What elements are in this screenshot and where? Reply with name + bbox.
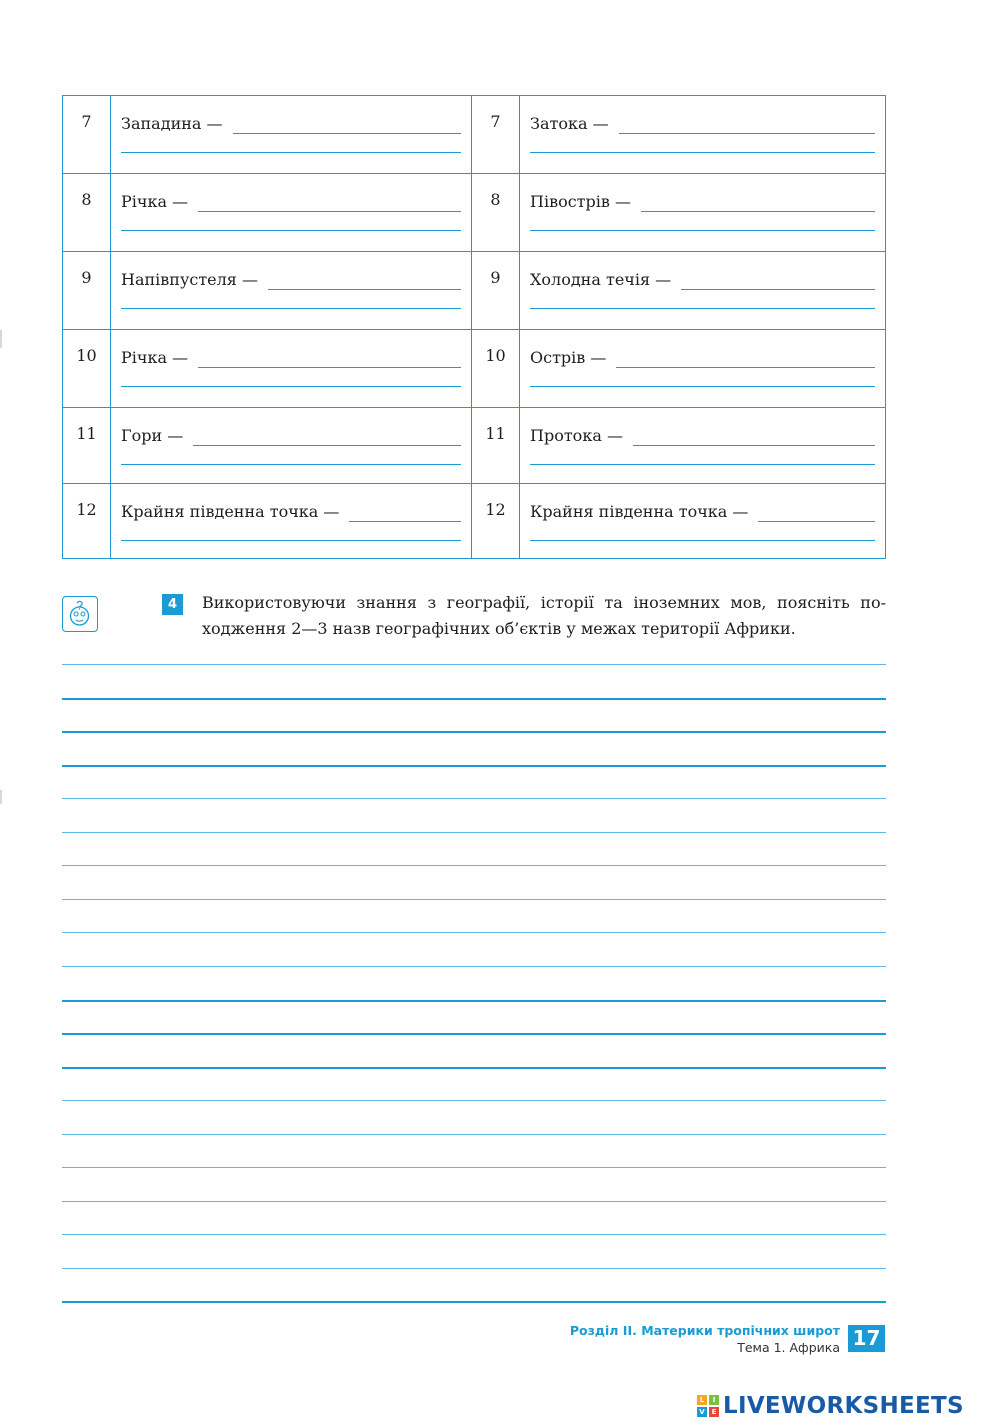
writing-line[interactable]	[62, 731, 886, 733]
logo-text: LIVEWORKSHEETS	[723, 1393, 964, 1419]
writing-line[interactable]	[62, 1000, 886, 1002]
table-row	[63, 330, 885, 408]
row-number: 12	[472, 484, 520, 558]
page-edge-mark	[0, 330, 2, 348]
writing-line[interactable]	[62, 1268, 886, 1269]
writing-line[interactable]	[62, 1134, 886, 1135]
writing-line[interactable]	[62, 966, 886, 967]
page-edge-mark	[0, 790, 2, 804]
answer-line[interactable]	[530, 308, 875, 309]
row-number: 9	[63, 252, 111, 329]
writing-line[interactable]	[62, 1067, 886, 1069]
answer-line[interactable]	[233, 119, 461, 134]
answer-line[interactable]	[121, 152, 461, 153]
answer-line[interactable]	[758, 507, 875, 522]
answer-line[interactable]	[530, 386, 875, 387]
row-number: 10	[472, 330, 520, 407]
answer-line[interactable]	[641, 197, 875, 212]
answer-line[interactable]	[121, 230, 461, 231]
writing-line[interactable]	[62, 698, 886, 700]
object-label: Затока —	[530, 114, 609, 133]
answer-line[interactable]	[121, 386, 461, 387]
writing-line[interactable]	[62, 1100, 886, 1101]
object-label: Річка —	[121, 192, 189, 211]
answer-line[interactable]	[121, 464, 461, 465]
answer-line[interactable]	[530, 540, 875, 541]
row-number: 7	[63, 96, 111, 173]
writing-line[interactable]	[62, 1301, 886, 1303]
answer-line[interactable]	[121, 308, 461, 309]
answer-line[interactable]	[616, 353, 875, 368]
table-row	[63, 484, 885, 558]
row-number: 9	[472, 252, 520, 329]
table-row	[63, 96, 885, 174]
table-row	[63, 408, 885, 484]
page-number: 17	[848, 1325, 885, 1352]
writing-line[interactable]	[62, 1033, 886, 1035]
logo-letter: V	[697, 1407, 707, 1417]
answer-line[interactable]	[530, 464, 875, 465]
answer-line[interactable]	[268, 275, 461, 290]
object-label: Напівпустеля —	[121, 270, 258, 289]
writing-line[interactable]	[62, 1167, 886, 1168]
logo-letter: L	[697, 1395, 707, 1405]
answer-line[interactable]	[198, 197, 461, 212]
answer-line[interactable]	[193, 431, 461, 446]
object-label: Острів —	[530, 348, 607, 367]
answer-line[interactable]	[530, 152, 875, 153]
writing-line[interactable]	[62, 1234, 886, 1235]
answer-line[interactable]	[681, 275, 875, 290]
answer-line[interactable]	[619, 119, 875, 134]
thinking-face-icon	[62, 596, 98, 632]
writing-line[interactable]	[62, 798, 886, 799]
writing-line[interactable]	[62, 932, 886, 933]
logo-mark-icon	[697, 1395, 719, 1417]
answer-line[interactable]	[530, 230, 875, 231]
object-label: Западина —	[121, 114, 223, 133]
object-label: Півострів —	[530, 192, 631, 211]
object-label: Протока —	[530, 426, 623, 445]
table-row	[63, 252, 885, 330]
row-number: 12	[63, 484, 111, 558]
writing-line[interactable]	[62, 899, 886, 900]
task-instruction: Використовуючи знання з географії, історії та іноземних мов, поясніть по-ходження 2—3 назв географічних об’єктів у межах території Африки.	[202, 593, 886, 638]
answer-table	[62, 95, 886, 559]
writing-line[interactable]	[62, 832, 886, 833]
row-number: 8	[472, 174, 520, 251]
logo-letter: I	[709, 1395, 719, 1405]
logo-letter: E	[709, 1407, 719, 1417]
answer-line[interactable]	[349, 507, 461, 522]
table-row	[63, 174, 885, 252]
answer-line[interactable]	[198, 353, 461, 368]
writing-line[interactable]	[62, 865, 886, 866]
answer-line[interactable]	[121, 540, 461, 541]
answer-line[interactable]	[633, 431, 875, 446]
footer-topic: Тема 1. Африка	[737, 1340, 840, 1355]
object-label: Крайня південна точка —	[121, 502, 340, 521]
object-label: Гори —	[121, 426, 184, 445]
task-number-badge: 4	[162, 594, 183, 615]
footer-section-title: Розділ II. Материки тропічних широт	[569, 1323, 840, 1338]
row-number: 11	[63, 408, 111, 483]
writing-line[interactable]	[62, 765, 886, 767]
writing-line[interactable]	[62, 664, 886, 665]
writing-line[interactable]	[62, 1201, 886, 1202]
row-number: 8	[63, 174, 111, 251]
row-number: 10	[63, 330, 111, 407]
object-label: Крайня південна точка —	[530, 502, 749, 521]
object-label: Холодна течія —	[530, 270, 672, 289]
object-label: Річка —	[121, 348, 189, 367]
row-number: 11	[472, 408, 520, 483]
liveworksheets-logo[interactable]	[697, 1391, 964, 1421]
row-number: 7	[472, 96, 520, 173]
